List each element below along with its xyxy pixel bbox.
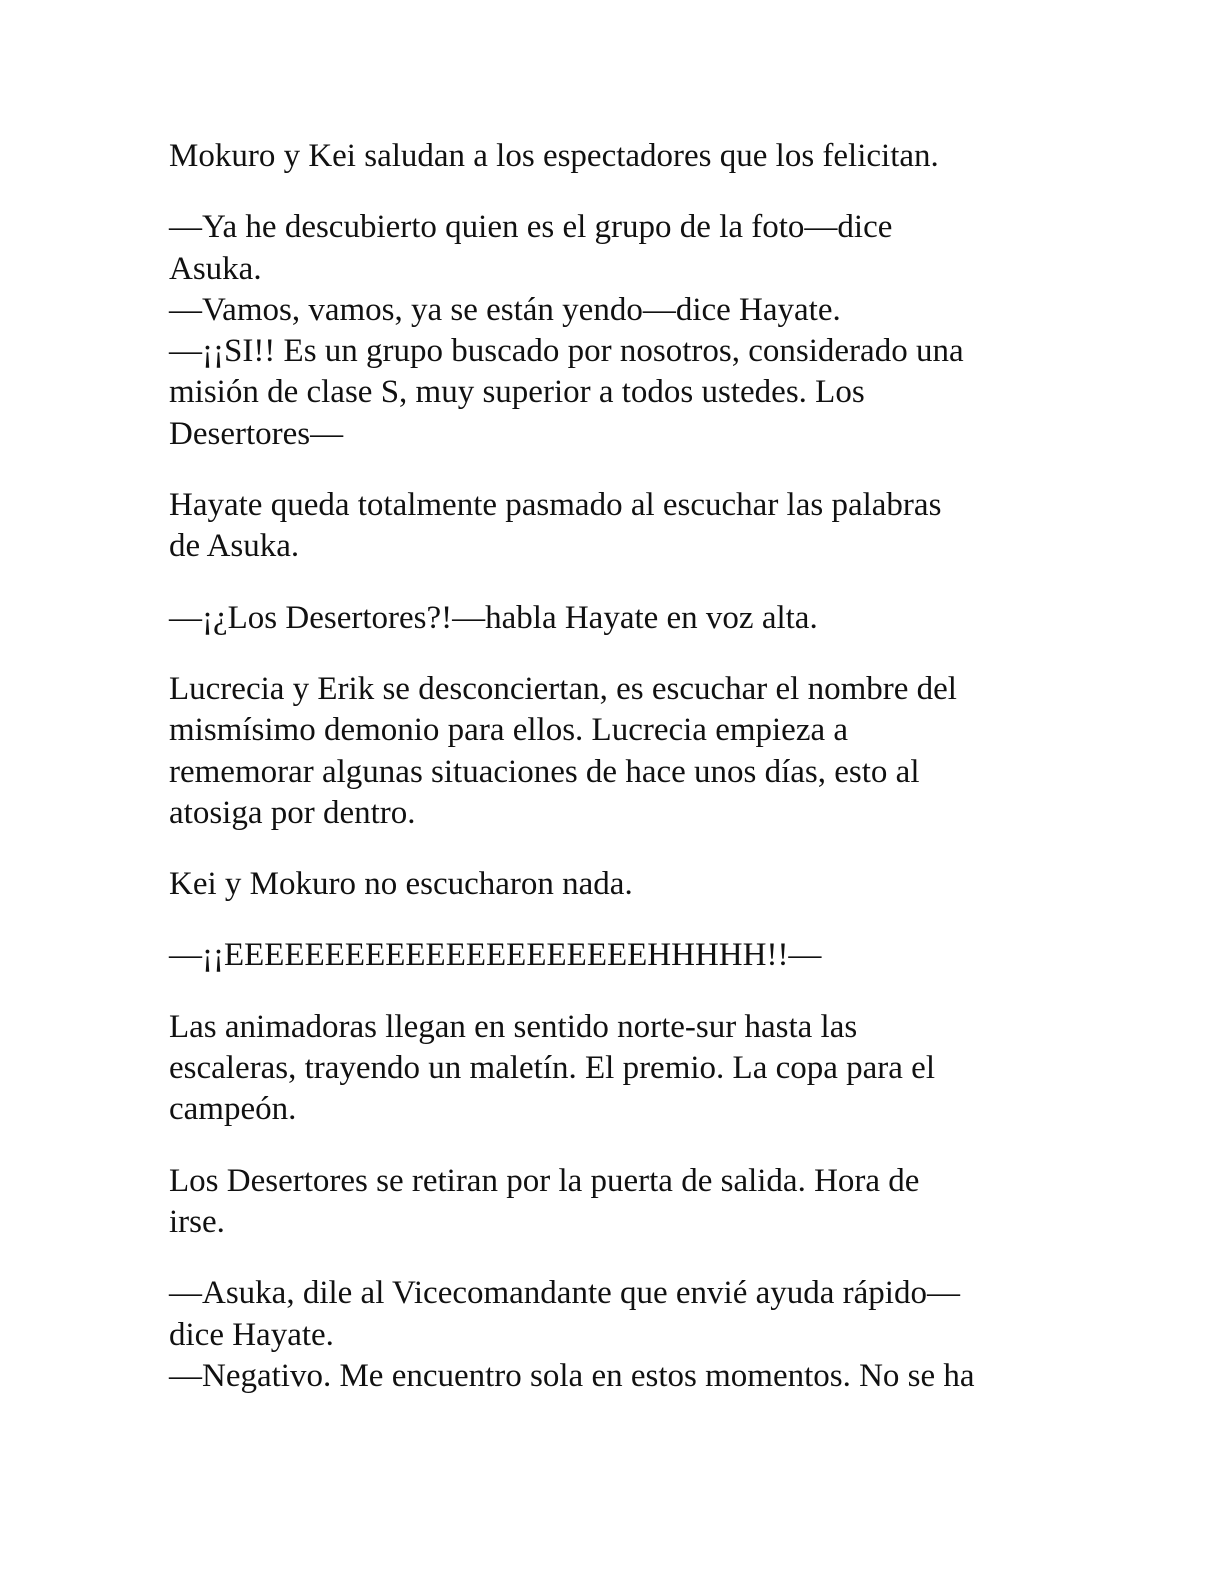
text-line: Las animadoras llegan en sentido norte-sur hasta las <box>169 1008 858 1045</box>
text-line: Lucrecia y Erik se desconciertan, es escuchar el nombre del <box>169 670 957 707</box>
text-line: Mokuro y Kei saludan a los espectadores que los felicitan. <box>169 138 939 174</box>
text-line: rememorar algunas situaciones de hace unos días, esto al <box>169 753 920 790</box>
paragraph <box>169 207 1059 455</box>
paragraph <box>169 598 1059 639</box>
text-line: —Negativo. Me encuentro sola en estos momentos. No se ha <box>169 1357 975 1394</box>
text-line: escaleras, trayendo un maletín. El premio. La copa para el <box>169 1050 935 1087</box>
paragraph <box>169 1273 1059 1397</box>
text-line: Desertores— <box>169 415 344 452</box>
text-line: dice Hayate. <box>169 1316 334 1353</box>
text-line: —Asuka, dile al Vicecomandante que envié ayuda rápido— <box>169 1275 960 1312</box>
text-line: —¡¿Los Desertores?!—habla Hayate en voz alta. <box>169 599 818 636</box>
text-line: de Asuka. <box>169 528 300 565</box>
text-line: —Ya he descubierto quien es el grupo de la foto—dice <box>169 209 893 246</box>
text-line: atosiga por dentro. <box>169 794 416 831</box>
text-line: —¡¡SI!! Es un grupo buscado por nosotros, considerado una <box>169 333 964 370</box>
text-line: —¡¡EEEEEEEEEEEEEEEEEEEEEHHHHH!!— <box>169 937 822 974</box>
text-line: —Vamos, vamos, ya se están yendo—dice Hayate. <box>169 291 841 328</box>
paragraph <box>169 1161 1059 1244</box>
text-line: misión de clase S, muy superior a todos ustedes. Los <box>169 374 865 411</box>
paragraph <box>169 935 1059 976</box>
text-line: Kei y Mokuro no escucharon nada. <box>169 866 633 903</box>
text-line: mismísimo demonio para ellos. Lucrecia empieza a <box>169 712 849 749</box>
paragraph <box>169 669 1059 834</box>
text-line: campeón. <box>169 1091 297 1128</box>
paragraph <box>169 1007 1059 1131</box>
body-text <box>169 136 1059 1427</box>
paragraph <box>169 136 1059 177</box>
text-line: Asuka. <box>169 250 262 287</box>
text-line: Los Desertores se retiran por la puerta de salida. Hora de <box>169 1162 920 1199</box>
paragraph <box>169 485 1059 568</box>
paragraph <box>169 864 1059 905</box>
text-line: irse. <box>169 1203 225 1240</box>
text-line: Hayate queda totalmente pasmado al escuchar las palabras <box>169 487 942 524</box>
